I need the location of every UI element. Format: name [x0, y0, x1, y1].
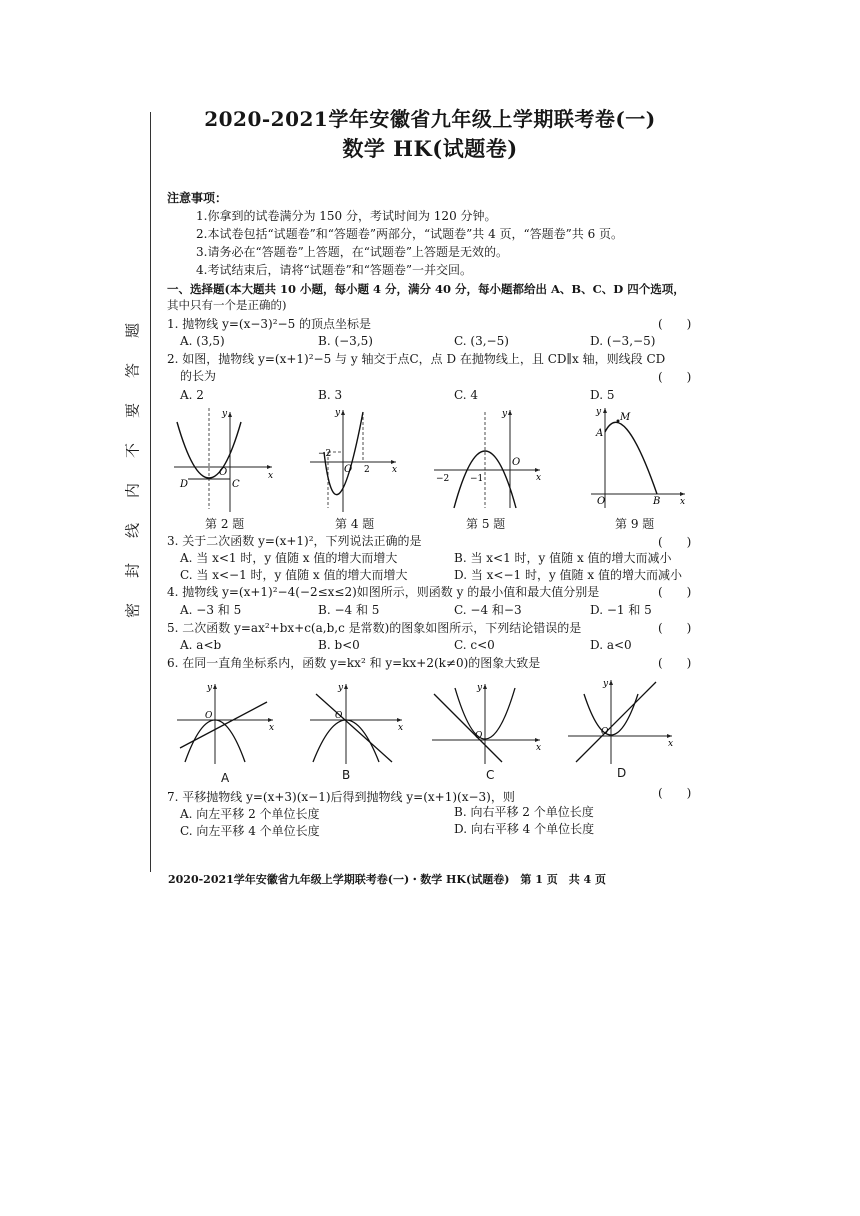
option-c: C. 当 x<−1 时，y 值随 x 值的增大而增大	[180, 568, 408, 582]
label-x: x	[536, 473, 542, 483]
x-axis-arrow	[267, 465, 272, 469]
label-y: y	[603, 679, 609, 689]
label-2: 2	[364, 465, 370, 475]
binding-line	[150, 112, 151, 872]
question-7-stem: 7. 平移抛物线 y=(x+3)(x−1)后得到抛物线 y=(x+1)(x−3)，则	[167, 790, 515, 804]
question-6-stem: 6. 在同一直角坐标系内，函数 y=kx² 和 y=kx+2(k≠0)的图象大致是	[167, 656, 541, 670]
section-heading-cont: 其中只有一个是正确的)	[167, 298, 287, 312]
label-a: A	[596, 428, 604, 439]
x-axis-arrow	[391, 460, 396, 464]
section-heading: 一、选择题(本大题共 10 小题，每小题 4 分，满分 40 分，每小题都给出 A、B、C、D 四个选项，	[167, 282, 685, 296]
option-d: D. (−3,−5)	[590, 334, 656, 348]
label-o: O	[601, 727, 609, 737]
y-axis-arrow	[508, 410, 512, 415]
seal-char: 题	[123, 323, 142, 339]
note-item: 3.请务必在“答题卷”上答题，在“试题卷”上答题是无效的。	[196, 245, 508, 259]
option-b: B. 当 x<1 时，y 值随 x 值的增大而减小	[454, 551, 672, 565]
figure-caption: 第 5 题	[466, 517, 506, 531]
label-o: O	[512, 457, 521, 468]
y-axis-arrow	[483, 684, 487, 689]
question-5-stem: 5. 二次函数 y=ax²+bx+c(a,b,c 是常数)的图象如图所示，下列结论错误的是	[167, 621, 582, 635]
question-2-stem: 2. 如图，抛物线 y=(x+1)²−5 与 y 轴交于点C，点 D 在抛物线上，且 CD∥x 轴，则线段 CD	[167, 352, 666, 366]
y-axis-arrow	[341, 410, 345, 415]
label-x: x	[392, 465, 398, 475]
x-axis-arrow	[680, 492, 685, 496]
option-b: B. b<0	[318, 638, 360, 652]
q6-graph-a	[175, 680, 280, 765]
option-c: C. 向左平移 4 个单位长度	[180, 824, 320, 838]
x-axis-arrow	[268, 718, 273, 722]
answer-bracket: ( )	[658, 317, 692, 331]
option-a: A. (3,5)	[180, 334, 225, 348]
label-y: y	[502, 409, 508, 419]
question-4-stem: 4. 抛物线 y=(x+1)²−4(−2≤x≤2)如图所示，则函数 y 的最小值和最大值分别是	[167, 585, 600, 599]
answer-bracket: ( )	[658, 535, 692, 549]
label-d: D	[180, 479, 189, 490]
x-axis-arrow	[535, 738, 540, 742]
label-o: O	[597, 496, 606, 507]
answer-bracket: ( )	[658, 370, 692, 384]
option-a-label: A	[221, 771, 230, 785]
line	[316, 694, 392, 762]
option-b: B. (−3,5)	[318, 334, 373, 348]
label-o: O	[219, 467, 228, 478]
seal-char: 不	[123, 443, 142, 459]
label-y: y	[222, 409, 228, 419]
option-c-label: C	[486, 768, 495, 782]
option-b: B. 向右平移 2 个单位长度	[454, 805, 594, 819]
answer-bracket: ( )	[658, 656, 692, 670]
exam-title: 2020-2021学年安徽省九年级上学期联考卷(一)	[204, 107, 656, 131]
figure-caption: 第 9 题	[615, 517, 655, 531]
label-m: M	[620, 412, 631, 423]
label-b: B	[653, 496, 661, 507]
option-d: D. 5	[590, 388, 615, 402]
x-axis-arrow	[397, 718, 402, 722]
option-a: A. 向左平移 2 个单位长度	[180, 807, 320, 821]
option-a: A. 当 x<1 时，y 值随 x 值的增大而增大	[180, 551, 398, 565]
label-o: O	[205, 711, 213, 721]
option-a: A. 2	[180, 388, 204, 402]
seal-char: 密	[123, 603, 142, 619]
option-d: D. a<0	[590, 638, 632, 652]
label-y: y	[335, 408, 341, 418]
y-axis-arrow	[213, 684, 217, 689]
option-d: D. −1 和 5	[590, 603, 652, 617]
label-y: y	[477, 683, 483, 693]
label-x: x	[536, 743, 542, 753]
figure-q4	[308, 404, 408, 514]
line	[180, 702, 267, 748]
line	[576, 682, 656, 762]
seal-char: 答	[123, 363, 142, 379]
q6-graph-d	[566, 676, 676, 766]
line	[434, 694, 502, 762]
q6-graph-c	[430, 680, 545, 765]
x-axis-arrow	[535, 468, 540, 472]
note-item: 1.你拿到的试卷满分为 150 分，考试时间为 120 分钟。	[196, 209, 497, 223]
answer-bracket: ( )	[658, 585, 692, 599]
label-neg1: −1	[470, 474, 484, 484]
option-a: A. a<b	[180, 638, 222, 652]
notes-heading: 注意事项：	[167, 191, 228, 205]
label-y: y	[338, 683, 344, 693]
label-x: x	[269, 723, 275, 733]
option-c: C. 4	[454, 388, 479, 402]
option-d-label: D	[617, 766, 627, 780]
option-b: B. −4 和 5	[318, 603, 380, 617]
label-x: x	[398, 723, 404, 733]
figure-caption: 第 4 题	[335, 517, 375, 531]
label-o: O	[335, 711, 343, 721]
answer-bracket: ( )	[658, 621, 692, 635]
y-axis-arrow	[228, 412, 232, 417]
label-y: y	[207, 683, 213, 693]
option-d: D. 向右平移 4 个单位长度	[454, 822, 595, 836]
option-c: C. c<0	[454, 638, 495, 652]
exam-subtitle: 数学 HK(试题卷)	[342, 136, 518, 161]
answer-bracket: ( )	[658, 786, 692, 800]
label-neg2: −2	[318, 449, 332, 459]
question-3-stem: 3. 关于二次函数 y=(x+1)²，下列说法正确的是	[167, 534, 422, 548]
y-axis-arrow	[344, 684, 348, 689]
figure-q2	[172, 404, 282, 514]
seal-char: 线	[123, 523, 142, 539]
figure-q5	[432, 404, 542, 514]
y-axis-arrow	[603, 408, 607, 413]
seal-char: 内	[123, 483, 142, 499]
option-c: C. (3,−5)	[454, 334, 509, 348]
seal-char: 封	[123, 563, 142, 579]
figure-q9	[585, 404, 690, 514]
option-b: B. 3	[318, 388, 343, 402]
label-y: y	[596, 407, 602, 417]
question-1-stem: 1. 抛物线 y=(x−3)²−5 的顶点坐标是	[167, 317, 372, 331]
page-footer: 2020-2021学年安徽省九年级上学期联考卷(一)・数学 HK(试题卷) 第 1 页 共 4 页	[168, 873, 607, 886]
x-axis-arrow	[667, 734, 672, 738]
note-item: 4.考试结束后，请将“试题卷”和“答题卷”一并交回。	[196, 263, 472, 277]
figure-caption: 第 2 题	[205, 517, 245, 531]
seal-char: 要	[123, 403, 142, 419]
label-x: x	[268, 471, 274, 481]
option-c: C. −4 和−3	[454, 603, 522, 617]
option-d: D. 当 x<−1 时，y 值随 x 值的增大而减小	[454, 568, 682, 582]
option-b-label: B	[342, 768, 351, 782]
note-item: 2.本试卷包括“试题卷”和“答题卷”两部分，“试题卷”共 4 页，“答题卷”共 6 页。	[196, 227, 624, 241]
parabola	[605, 422, 657, 494]
question-2-stem-cont: 的长为	[180, 369, 217, 383]
label-neg2: −2	[436, 474, 450, 484]
label-x: x	[668, 739, 674, 749]
label-c: C	[232, 479, 240, 490]
y-axis-arrow	[609, 680, 613, 685]
option-a: A. −3 和 5	[180, 603, 242, 617]
label-x: x	[680, 497, 686, 507]
q6-graph-b	[308, 680, 408, 765]
label-o: O	[475, 731, 483, 741]
label-o: O	[344, 464, 353, 475]
